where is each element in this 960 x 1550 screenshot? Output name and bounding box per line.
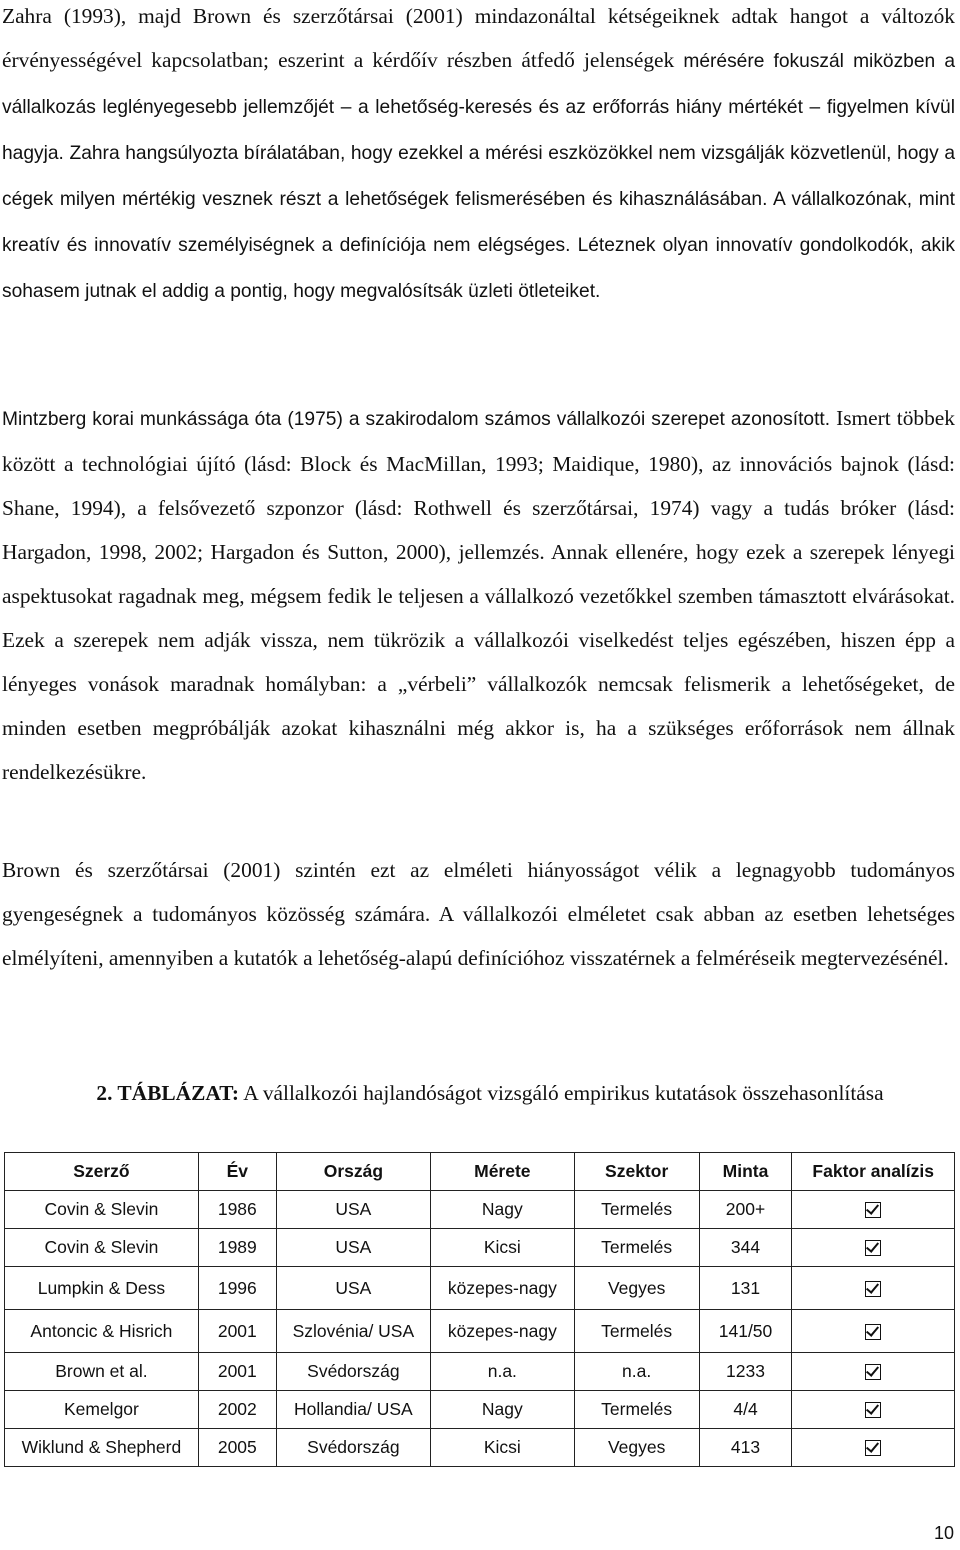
checked-box-icon <box>865 1402 881 1418</box>
cell-size: közepes-nagy <box>430 1267 574 1310</box>
paragraph-1 <box>2 0 955 314</box>
table-row <box>5 1353 955 1391</box>
cell-year: 2002 <box>198 1391 276 1429</box>
paragraph-3-segment-1: Brown és szerzőtársai (2001) szintén ezt az elméleti hiányosságot vélik a legnagyobb tudományos gyengeségnek a tudományos közösség számára. A vállalkozói elméletet csak abban az esetben lehetséges elmélyíteni, amennyiben a kutatók a lehetőség-alapú definícióhoz visszatérnek a felméréseik megtervezésénél. <box>2 858 955 970</box>
paragraph-2 <box>2 396 955 794</box>
header-author: Szerző <box>5 1153 199 1191</box>
cell-sector: Termelés <box>574 1229 699 1267</box>
cell-year: 2001 <box>198 1310 276 1353</box>
header-factor-analysis: Faktor analízis <box>792 1153 955 1191</box>
paragraph-2-segment-2: Ismert többek között a technológiai újító (lásd: Block és MacMillan, 1993; Maidique, 1980), az innovációs bajnok (lásd: Shane, 1994), a felsővezető szponzor (lásd: Rothwell és szerzőtársai, 1974) vagy a tudás bróker (lásd: Hargadon, 1998, 2002; Hargadon és Sutton, 2000), jellemzés. Annak ellenére, hogy ezek a szerepek lényegi aspektusokat ragadnak meg, mégsem fedik le teljesen a vállalkozó vezetőkkel szemben támasztott elvárásokat. Ezek a szerepek nem adják vissza, nem tükrözik a vállalkozói viselkedést teljes egészében, hiszen épp a lényeges vonások maradnak homályban: a „vérbeli” vállalkozók nemcsak felismerik a lehetőségeket, de minden esetben megpróbálják azokat kihasználni még akkor is, ha a szükséges erőforrások nem állnak rendelkezésükre. <box>2 406 955 784</box>
cell-factor-analysis <box>792 1229 955 1267</box>
cell-sample: 413 <box>699 1429 792 1467</box>
cell-size: n.a. <box>430 1353 574 1391</box>
cell-country: Szlovénia/ USA <box>276 1310 430 1353</box>
table-caption-label: 2. TÁBLÁZAT: <box>96 1081 240 1105</box>
cell-year: 2005 <box>198 1429 276 1467</box>
cell-year: 2001 <box>198 1353 276 1391</box>
table-row <box>5 1391 955 1429</box>
cell-author: Brown et al. <box>5 1353 199 1391</box>
header-sample: Minta <box>699 1153 792 1191</box>
checked-box-icon <box>865 1440 881 1456</box>
cell-size: Nagy <box>430 1391 574 1429</box>
cell-factor-analysis <box>792 1267 955 1310</box>
table-caption-text: A vállalkozói hajlandóságot vizsgáló empirikus kutatások összehasonlítása <box>239 1081 884 1105</box>
checked-box-icon <box>865 1202 881 1218</box>
cell-sample: 131 <box>699 1267 792 1310</box>
cell-sector: n.a. <box>574 1353 699 1391</box>
cell-sector: Vegyes <box>574 1429 699 1467</box>
cell-author: Covin & Slevin <box>5 1229 199 1267</box>
checked-box-icon <box>865 1281 881 1297</box>
paragraph-1-segment-2: mérésére fokuszál miközben a vállalkozás leglényegesebb jellemzőjét – a lehetőség-keresés és az erőforrás hiány mértékét – figyelmen kívül hagyja. Zahra hangsúlyozta bírálatában, hogy ezekkel a mérési eszközökkel nem vizsgálják közvetlenül, hogy a cégek milyen mértékig vesznek részt a lehetőségek felismerésében és kihasználásában. A vállalkozónak, mint kreatív és innovatív személyiségnek a definíciója nem elégséges. Léteznek olyan innovatív gondolkodók, akik sohasem jutnak el addig a pontig, hogy megvalósítsák üzleti ötleteiket. <box>2 51 955 302</box>
paragraph-3 <box>2 848 955 980</box>
cell-country: Hollandia/ USA <box>276 1391 430 1429</box>
cell-size: Kicsi <box>430 1429 574 1467</box>
cell-country: Svédország <box>276 1353 430 1391</box>
header-country: Ország <box>276 1153 430 1191</box>
cell-sector: Termelés <box>574 1310 699 1353</box>
cell-sector: Termelés <box>574 1391 699 1429</box>
table-row <box>5 1191 955 1229</box>
comparison-table <box>4 1152 955 1467</box>
cell-country: USA <box>276 1229 430 1267</box>
header-sector: Szektor <box>574 1153 699 1191</box>
cell-author: Wiklund & Shepherd <box>5 1429 199 1467</box>
checked-box-icon <box>865 1240 881 1256</box>
cell-size: közepes-nagy <box>430 1310 574 1353</box>
checked-box-icon <box>865 1364 881 1380</box>
cell-size: Nagy <box>430 1191 574 1229</box>
cell-factor-analysis <box>792 1310 955 1353</box>
table-row <box>5 1229 955 1267</box>
page-number: 10 <box>933 1523 954 1543</box>
checked-box-icon <box>865 1324 881 1340</box>
table-row <box>5 1310 955 1353</box>
cell-factor-analysis <box>792 1191 955 1229</box>
paragraph-2-segment-1: Mintzberg korai munkássága óta (1975) a szakirodalom számos vállalkozói szerepet azonosított. <box>2 409 837 430</box>
cell-sample: 141/50 <box>699 1310 792 1353</box>
table-row <box>5 1429 955 1467</box>
cell-size: Kicsi <box>430 1229 574 1267</box>
table-row <box>5 1267 955 1310</box>
cell-factor-analysis <box>792 1353 955 1391</box>
cell-country: USA <box>276 1191 430 1229</box>
cell-sample: 344 <box>699 1229 792 1267</box>
paragraph-1-segment-1: Zahra (1993), majd Brown és szerzőtársai (2001) mindazonáltal kétségeiknek adtak hangot a változók érvényességével kapcsolatban; eszerint a kérdőív részben átfedő jelenségek <box>2 4 955 72</box>
cell-sector: Termelés <box>574 1191 699 1229</box>
cell-author: Kemelgor <box>5 1391 199 1429</box>
cell-author: Lumpkin & Dess <box>5 1267 199 1310</box>
cell-year: 1996 <box>198 1267 276 1310</box>
cell-factor-analysis <box>792 1429 955 1467</box>
table-caption <box>60 1078 920 1108</box>
cell-author: Covin & Slevin <box>5 1191 199 1229</box>
cell-sample: 200+ <box>699 1191 792 1229</box>
cell-factor-analysis <box>792 1391 955 1429</box>
cell-sample: 4/4 <box>699 1391 792 1429</box>
table-header-row <box>5 1153 955 1191</box>
cell-country: Svédország <box>276 1429 430 1467</box>
cell-author: Antoncic & Hisrich <box>5 1310 199 1353</box>
cell-sector: Vegyes <box>574 1267 699 1310</box>
header-size: Mérete <box>430 1153 574 1191</box>
cell-country: USA <box>276 1267 430 1310</box>
cell-year: 1986 <box>198 1191 276 1229</box>
header-year: Év <box>198 1153 276 1191</box>
cell-sample: 1233 <box>699 1353 792 1391</box>
cell-year: 1989 <box>198 1229 276 1267</box>
